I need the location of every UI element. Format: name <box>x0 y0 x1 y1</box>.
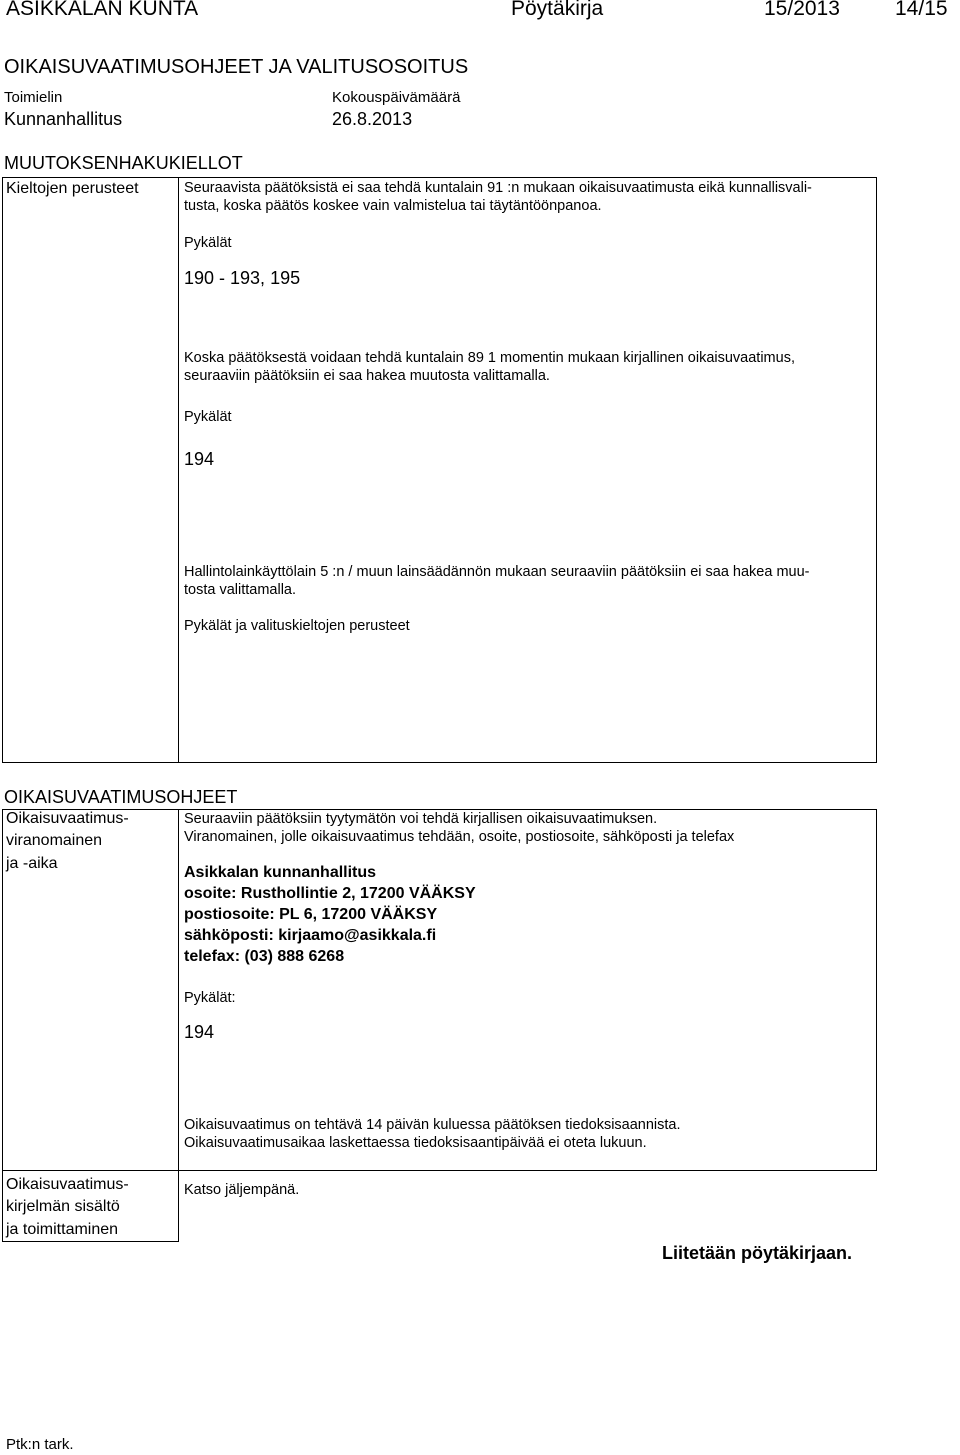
restrictions-box <box>2 177 877 763</box>
appeal-authority-label-line-3: ja -aika <box>6 855 58 872</box>
organ-label: Toimielin <box>4 89 63 106</box>
footer-initials-label: Ptk:n tark. <box>6 1436 74 1453</box>
appeal-deadline-line-1: Oikaisuvaatimus on tehtävä 14 päivän kuluessa päätöksen tiedoksisaannista. <box>184 1117 681 1133</box>
document-type: Pöytäkirja <box>511 0 604 20</box>
appeal-authority-label-line-1: Oikaisuvaatimus- <box>6 810 129 827</box>
appeal-intro-line-2: Viranomainen, jolle oikaisuvaatimus tehdään, osoite, postiosoite, sähköposti ja telefax <box>184 829 735 845</box>
content-label-line-2: kirjelmän sisältö <box>6 1198 120 1215</box>
pykalat-label-1: Pykälät <box>184 235 232 251</box>
appeal-intro-line-1: Seuraaviin päätöksiin tyytymätön voi tehdä kirjallisen oikaisuvaatimuksen. <box>184 811 658 827</box>
restriction-paragraph-2-line-1: Koska päätöksestä voidaan tehdä kuntalain 89 1 momentin mukaan kirjallinen oikaisuvaatimus, <box>184 350 795 366</box>
appeal-deadline-line-2: Oikaisuvaatimusaikaa laskettaessa tiedoksisaantipäivää ei oteta lukuun. <box>184 1135 647 1151</box>
pykalat-label-3: Pykälät ja valituskieltojen perusteet <box>184 618 410 634</box>
authority-postal-address: postiosoite: PL 6, 17200 VÄÄKSY <box>184 906 438 923</box>
column-divider <box>178 1170 179 1242</box>
appeal-authority-label-line-2: viranomainen <box>6 832 103 849</box>
section-heading-muutoksenhakukiellot: MUUTOKSENHAKUKIELLOT <box>4 153 243 173</box>
section-heading-oikaisuvaatimusohjeet: OIKAISUVAATIMUSOHJEET <box>4 787 238 807</box>
date-value: 26.8.2013 <box>332 109 413 129</box>
restriction-paragraph-1-line-1: Seuraavista päätöksistä ei saa tehdä kuntalain 91 :n mukaan oikaisuvaatimusta eikä kunnallisvali- <box>184 180 812 196</box>
date-label: Kokouspäivämäärä <box>332 89 461 106</box>
attached-note: Liitetään pöytäkirjaan. <box>662 1243 853 1263</box>
appeal-pykalat-value: 194 <box>184 1022 215 1042</box>
column-divider <box>178 177 179 763</box>
pykalat-value-1: 190 - 193, 195 <box>184 268 301 288</box>
pykalat-label-2: Pykälät <box>184 409 232 425</box>
restriction-paragraph-3-line-1: Hallintolainkäyttölain 5 :n / muun lainsäädännön mukaan seuraaviin päätöksiin ei saa hakea muu- <box>184 564 810 580</box>
authority-name: Asikkalan kunnanhallitus <box>184 864 377 881</box>
restriction-paragraph-3-line-2: tosta valittamalla. <box>184 582 297 598</box>
restriction-paragraph-1-line-2: tusta, koska päätös koskee vain valmistelua tai täytäntöönpanoa. <box>184 198 602 214</box>
content-label-line-3: ja toimittaminen <box>6 1221 119 1238</box>
page-title: OIKAISUVAATIMUSOHJEET JA VALITUSOSOITUS <box>4 56 469 78</box>
pykalat-value-2: 194 <box>184 449 215 469</box>
page-number: 14/15 <box>895 0 948 20</box>
organization-name: ASIKKALAN KUNTA <box>6 0 199 20</box>
restrictions-label: Kieltojen perusteet <box>6 180 139 197</box>
organ-value: Kunnanhallitus <box>4 109 123 129</box>
authority-address: osoite: Rusthollintie 2, 17200 VÄÄKSY <box>184 885 476 902</box>
content-text: Katso jäljempänä. <box>184 1182 300 1198</box>
restriction-paragraph-2-line-2: seuraaviin päätöksiin ei saa hakea muutosta valittamalla. <box>184 368 550 384</box>
content-label-line-1: Oikaisuvaatimus- <box>6 1176 129 1193</box>
authority-email: sähköposti: kirjaamo@asikkala.fi <box>184 927 437 944</box>
appeal-pykalat-label: Pykälät: <box>184 990 236 1006</box>
authority-telefax: telefax: (03) 888 6268 <box>184 948 345 965</box>
column-divider <box>178 809 179 1171</box>
document-number: 15/2013 <box>764 0 840 20</box>
